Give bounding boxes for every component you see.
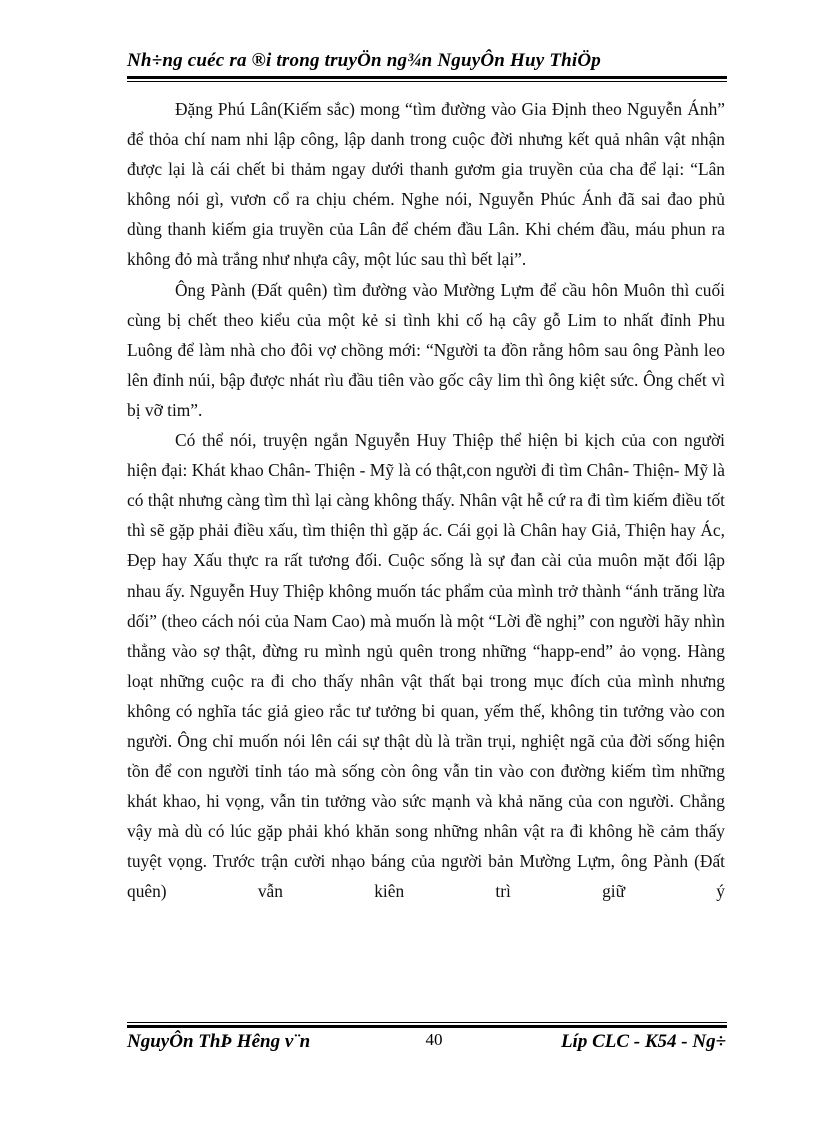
paragraph-1: Đặng Phú Lân(Kiếm sắc) mong “tìm đường vào Gia Định theo Nguyễn Ánh” để thỏa chí nam nhi lập công, lập danh trong cuộc đời nhưng kết quả nhân vật nhận được lại là cái chết bi thảm ngay dưới thanh gươm gia truyền của cha để lại: “Lân không nói gì, vươn cổ ra chịu chém. Nghe nói, Nguyễn Phúc Ánh đã sai đao phủ dùng thanh kiếm gia truyền của Lân để chém đầu Lân. Khi chém đầu, máu phun ra không đỏ mà trắng như nhựa cây, một lúc sau thì bết lại”. (127, 99, 725, 270)
header-rule-thick (127, 76, 727, 79)
paragraph-3: Có thể nói, truyện ngắn Nguyễn Huy Thiệp thể hiện bi kịch của con người hiện đại: Khát khao Chân- Thiện - Mỹ là có thật,con người đi tìm Chân- Thiện- Mỹ là có thật nhưng càng tìm thì lại càng không thấy. Nhân vật hễ cứ ra đi tìm kiếm điều tốt thì sẽ gặp phải điều xấu, tìm thiện thì gặp ác. Cái gọi là Chân hay Giả, Thiện hay Ác, Đẹp hay Xấu thực ra rất tương đối. Cuộc sống là sự đan cài của muôn mặt đối lập nhau ấy. Nguyễn Huy Thiệp không muốn tác phẩm của mình trở thành “ánh trăng lừa dối” (theo cách nói của Nam Cao) mà muốn là một “Lời đề nghị” con người hãy nhìn thẳng vào sợ thật, đừng ru mình ngủ quên trong những “happ-end” ảo vọng. Hàng loạt những cuộc ra đi cho thấy nhân vật thất bại trong mục đích của mình nhưng không có nghĩa tác giả gieo rắc tư tưởng bi quan, yếm thế, không tin tưởng vào con người. Ông chỉ muốn nói lên cái sự thật dù là trần trụi, nghiệt ngã của đời sống hiện tồn để con người tỉnh táo mà sống còn ông vẫn tin vào con đường kiếm tìm những khát khao, hi vọng, vẫn tin tưởng vào sức mạnh và khả năng của con người. Chẳng vậy mà dù có lúc gặp phải khó khăn song những nhân vật ra đi không hề cảm thấy tuyệt vọng. Trước trận cười nhạo báng của người bản Mường Lựm, ông Pành (Đất quên) vẫn kiên trì giữ ý (127, 430, 725, 902)
running-header-title: Nh÷ng cuéc ra ®i trong truyÖn ng¾n NguyÔn Huy ThiÖp (127, 50, 602, 71)
page-number: 40 (425, 1030, 443, 1049)
footer-class-label: Líp CLC - K54 - Ng÷ (560, 1031, 726, 1052)
footer-author: NguyÔn ThÞ Hêng v¨n (127, 1031, 311, 1052)
footer-rule-thin (127, 1022, 727, 1023)
body-text (127, 94, 725, 907)
paragraph-2: Ông Pành (Đất quên) tìm đường vào Mường Lựm để cầu hôn Muôn thì cuối cùng bị chết theo kiểu của một kẻ si tình khi cố hạ cây gỗ Lim to nhất đỉnh Phu Luông để làm nhà cho đôi vợ chồng mới: “Người ta đồn rằng hôm sau ông Pành leo lên đỉnh núi, bập được nhát rìu đầu tiên vào gốc cây lim thì ông kiệt sức. Ông chết vì bị vỡ tim”. (127, 279, 725, 420)
footer-rule-thick (127, 1025, 727, 1028)
header-rule-thin (127, 81, 727, 82)
